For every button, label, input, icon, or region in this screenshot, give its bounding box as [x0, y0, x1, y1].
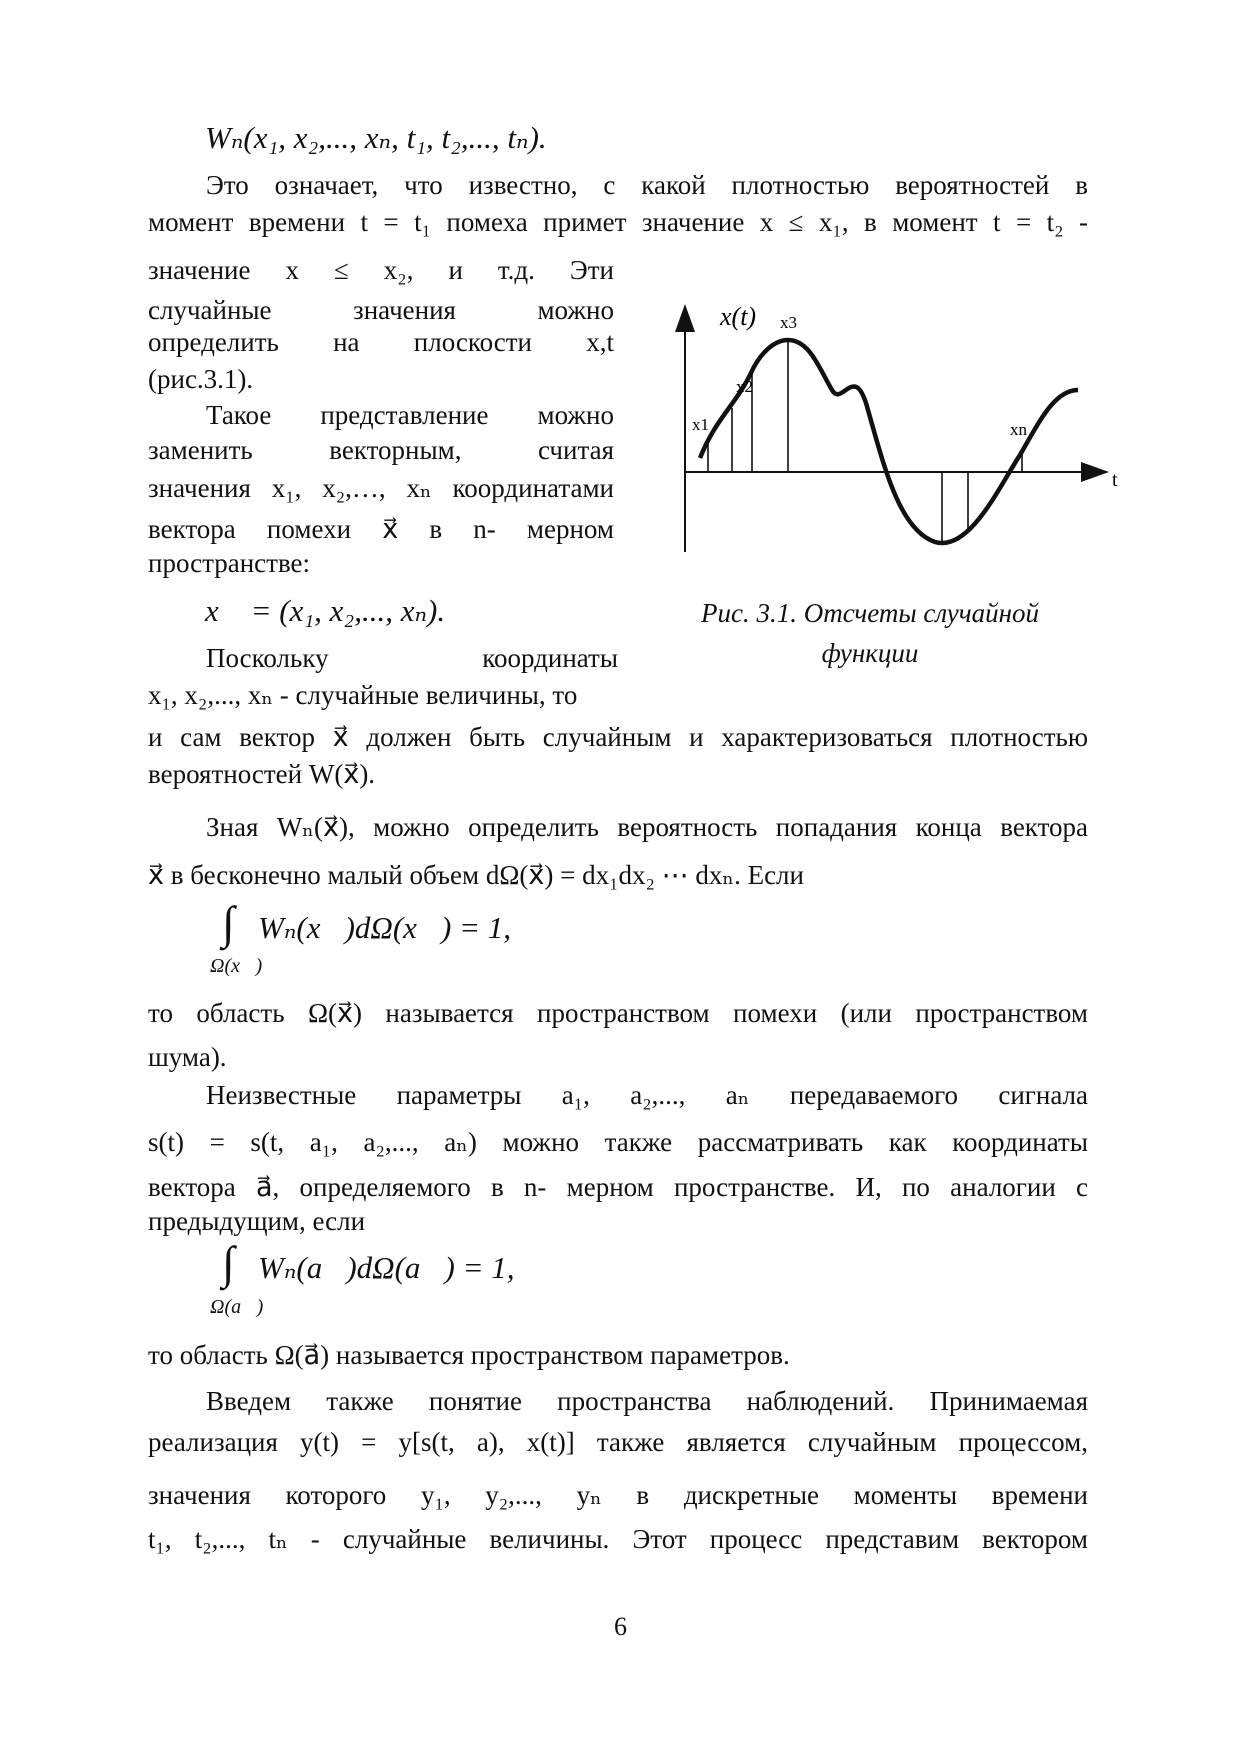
- paragraph-line: и сам вектор x⃗ должен быть случайным и характеризоваться плотностью: [148, 722, 1088, 752]
- paragraph-line: вектора a⃗, определяемого в n- мерном пространстве. И, по аналогии с: [148, 1172, 1088, 1202]
- x-axis-label: t: [1112, 469, 1118, 491]
- paragraph-line: вероятностей W(x⃗).: [148, 759, 376, 789]
- figure-random-function-samples: [660, 290, 1120, 570]
- random-function-curve: [700, 340, 1078, 543]
- paragraph-line: x⃗ в бесконечно малый объем dΩ(x⃗) = dx₁dx₂ ⋯ dxₙ. Если: [148, 860, 804, 890]
- integral-domain: Ω(a⃗): [210, 1296, 264, 1318]
- paragraph-line: момент времени t = t₁ помеха примет значение x ≤ x₁, в момент t = t₂ -: [148, 207, 1088, 237]
- paragraph-line: Зная Wₙ(x⃗), можно определить вероятность попадания конца вектора: [206, 812, 1088, 842]
- paragraph-line: пространстве:: [148, 548, 311, 578]
- paragraph-line: t₁, t₂,..., tₙ - случайные величины. Этот процесс представим вектором: [148, 1524, 1088, 1554]
- paragraph-line: Неизвестные параметры a₁, a₂,..., aₙ передаваемого сигнала: [206, 1080, 1088, 1110]
- paragraph-line: значения которого y₁, y₂,..., yₙ в дискретные моменты времени: [148, 1480, 1088, 1510]
- paragraph-line: определить на плоскости x,t: [148, 327, 614, 357]
- paragraph-line: значение x ≤ x₂, и т.д. Эти: [148, 255, 614, 285]
- paragraph-line: Введем также понятие пространства наблюдений. Принимаемая: [206, 1386, 1088, 1416]
- sample-label-xn: xn: [1010, 420, 1027, 439]
- figure-caption-line: функции: [821, 638, 919, 668]
- sample-label-x1: x1: [692, 415, 709, 434]
- y-axis-label: x(t): [720, 302, 757, 331]
- paragraph-line: шума).: [148, 1042, 227, 1072]
- paragraph-line: заменить векторным, считая: [148, 435, 614, 465]
- figure-caption: [650, 593, 1090, 673]
- formula-integral-1: Wₙ(x⃗)dΩ(x⃗) = 1,: [258, 910, 512, 945]
- paragraph-line: Такое представление можно: [206, 400, 614, 430]
- sample-label-x2: x2: [736, 377, 753, 396]
- page-number: 6: [614, 1612, 627, 1641]
- formula-wn-args: Wₙ(x₁, x₂,..., xₙ, t₁, t₂,..., tₙ).: [205, 120, 547, 155]
- paragraph-line: (рис.3.1).: [148, 364, 254, 394]
- formula-x-vector: x⃗ = (x₁, x₂,..., xₙ).: [205, 593, 446, 628]
- paragraph-line: значения x₁, x₂,…, xₙ координатами: [148, 473, 614, 503]
- paragraph-line: s(t) = s(t, a₁, a₂,..., aₙ) можно также рассматривать как координаты: [148, 1127, 1088, 1157]
- paragraph-line: случайные значения можно: [148, 295, 614, 325]
- paragraph-line: вектора помехи x⃗ в n- мерном: [148, 514, 614, 544]
- sample-label-x3: x3: [780, 313, 797, 332]
- paragraph-line: то область Ω(x⃗) называется пространством помехи (или пространством: [148, 998, 1088, 1028]
- paragraph-line: то область Ω(a⃗) называется пространством параметров.: [148, 1340, 790, 1370]
- paragraph-line: реализация y(t) = y[s(t, a), x(t)] также является случайным процессом,: [148, 1427, 1088, 1457]
- figure-caption-line: Рис. 3.1. Отсчеты случайной: [700, 598, 1040, 628]
- integral-sign: ∫: [222, 897, 235, 948]
- paragraph-line: Поскольку координаты: [206, 643, 618, 673]
- integral-domain: Ω(x⃗): [210, 955, 263, 977]
- formula-integral-2: Wₙ(a⃗)dΩ(a⃗) = 1,: [258, 1250, 515, 1285]
- paragraph-line: Это означает, что известно, с какой плотностью вероятностей в: [206, 170, 1088, 200]
- paragraph-line: x₁, x₂,..., xₙ - случайные величины, то: [148, 680, 578, 710]
- paragraph-line: предыдущим, если: [148, 1206, 366, 1236]
- integral-sign: ∫: [222, 1237, 235, 1288]
